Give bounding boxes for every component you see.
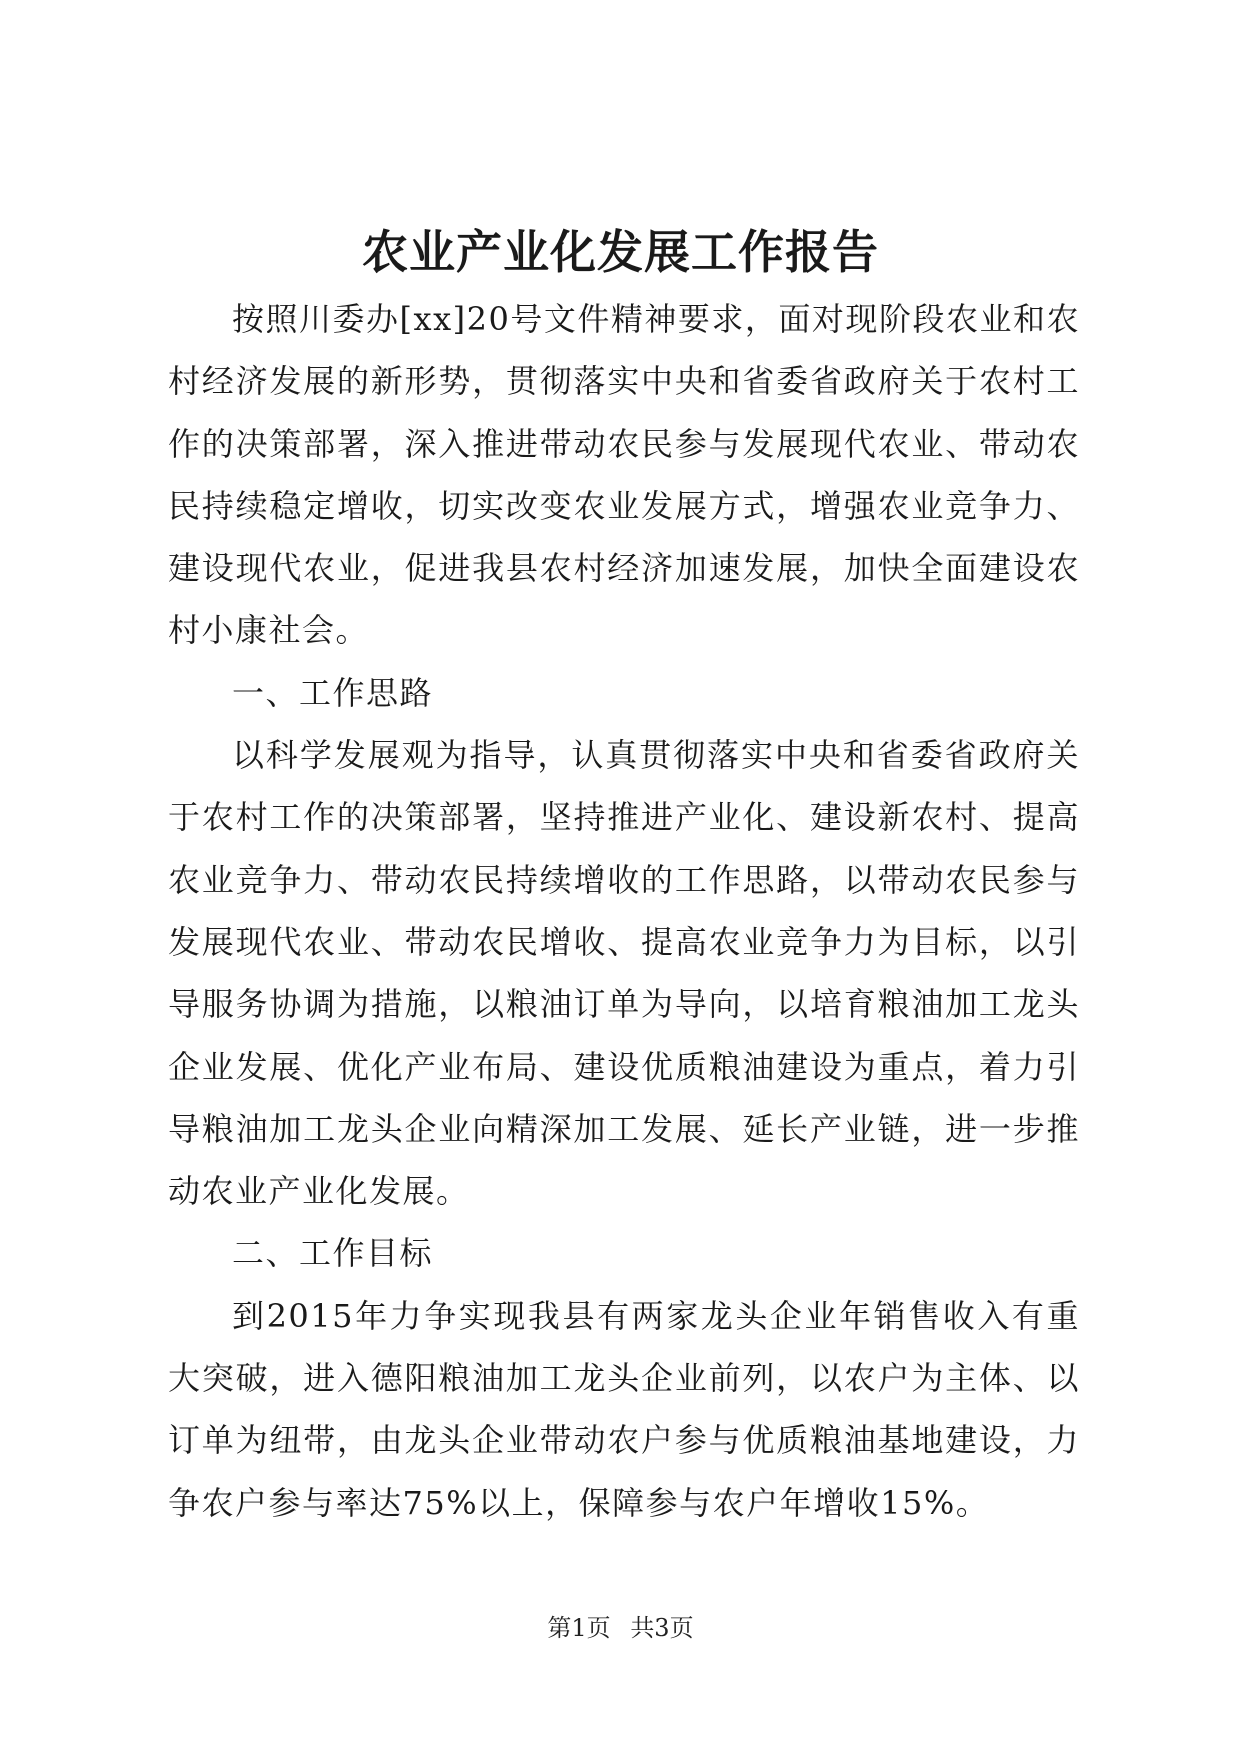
page-total: 共3页: [630, 1614, 694, 1642]
section-heading-goals: 二、工作目标: [232, 1234, 434, 1273]
approach-paragraph: 以科学发展观为指导，认真贯彻落实中央和省委省政府关于农村工作的决策部署，坚持推进产业化、建设新农村、提高农业竞争力、带动农民持续增收的工作思路，以带动农民参与发展现代农业、带动农民增收、提高农业竞争力为目标，以引导服务协调为措施，以粮油订单为导向，以培育粮油加工龙头企业发展、优化产业布局、建设优质粮油建设为重点，着力引导粮油加工龙头企业向精深加工发展、延长产业链，进一步推动农业产业化发展。: [168, 736, 1080, 1211]
intro-paragraph: 按照川委办[xx]20号文件精神要求，面对现阶段农业和农村经济发展的新形势，贯彻落实中央和省委省政府关于农村工作的决策部署，深入推进带动农民参与发展现代农业、带动农民持续稳定增收，切实改变农业发展方式，增强农业竞争力、建设现代农业，促进我县农村经济加速发展，加快全面建设农村小康社会。: [168, 300, 1080, 650]
page-number: 第1页: [547, 1614, 611, 1642]
document-title: 农业产业化发展工作报告: [362, 225, 879, 279]
goals-paragraph: 到2015年力争实现我县有两家龙头企业年销售收入有重大突破，进入德阳粮油加工龙头企业前列，以农户为主体、以订单为纽带，由龙头企业带动农户参与优质粮油基地建设，力争农户参与率达75%以上，保障参与农户年增收15%。: [168, 1296, 1080, 1522]
page-footer: [0, 1612, 1241, 1644]
section-heading-approach: 一、工作思路: [232, 673, 434, 712]
document-body: [168, 288, 1080, 1534]
